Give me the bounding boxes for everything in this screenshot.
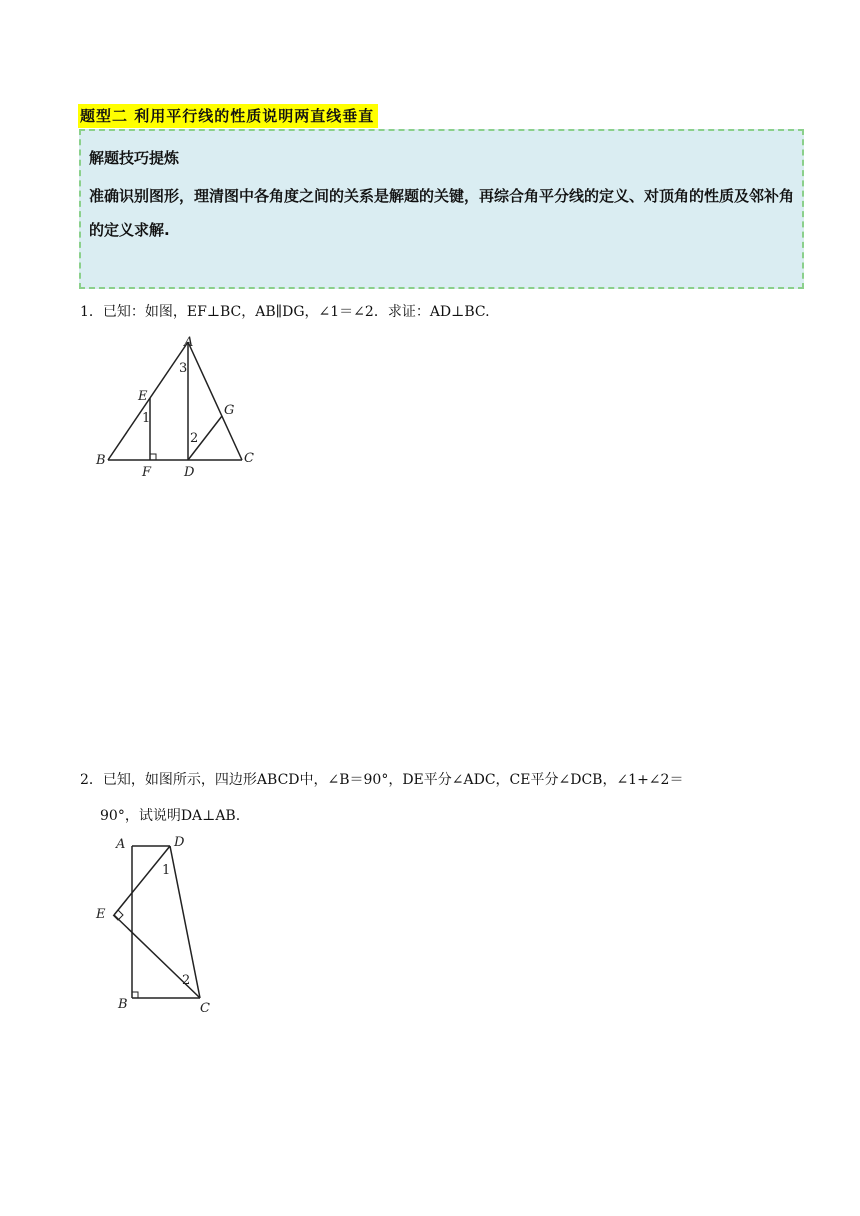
label-g: G (224, 403, 235, 418)
problem-2-line-2: 90°，试说明DA⊥AB. (100, 808, 241, 824)
label-e: E (138, 389, 148, 404)
problem-1-figure (94, 332, 264, 482)
label-angle-3: 3 (179, 361, 188, 376)
right-angle-mark-f (150, 454, 156, 460)
label-a: A (184, 335, 194, 350)
problem-2-text (80, 762, 790, 834)
label-d: D (174, 835, 185, 850)
label-angle-2: 2 (182, 973, 191, 988)
right-angle-mark-b (132, 992, 138, 998)
label-b: B (118, 997, 128, 1012)
label-angle-1: 1 (162, 863, 171, 878)
label-angle-2: 2 (190, 431, 199, 446)
tip-body: 准确识别图形，理清图中各角度之间的关系是解题的关键，再综合角平分线的定义、对顶角的性质及邻补角的定义求解. (89, 187, 795, 239)
label-d: D (184, 465, 195, 480)
label-c: C (244, 451, 254, 466)
label-f: F (142, 465, 152, 480)
segment-de (114, 846, 170, 915)
problem-2-figure (94, 832, 234, 1016)
section-title: 题型二 利用平行线的性质说明两直线垂直 (78, 104, 378, 128)
label-b: B (96, 453, 106, 468)
tip-heading: 解题技巧提炼 (89, 149, 180, 167)
label-e: E (96, 907, 106, 922)
segment-ab (108, 342, 188, 460)
label-angle-1: 1 (142, 411, 151, 426)
problem-2-line-1: 2．已知，如图所示，四边形ABCD中，∠B＝90°，DE平分∠ADC，CE平分∠DCB，∠1+∠2＝ (80, 772, 684, 788)
tip-box (79, 129, 804, 289)
label-c: C (200, 1001, 210, 1016)
problem-1-text: 1．已知：如图，EF⊥BC，AB∥DG，∠1＝∠2．求证：AD⊥BC. (80, 304, 490, 320)
label-a: A (116, 837, 126, 852)
